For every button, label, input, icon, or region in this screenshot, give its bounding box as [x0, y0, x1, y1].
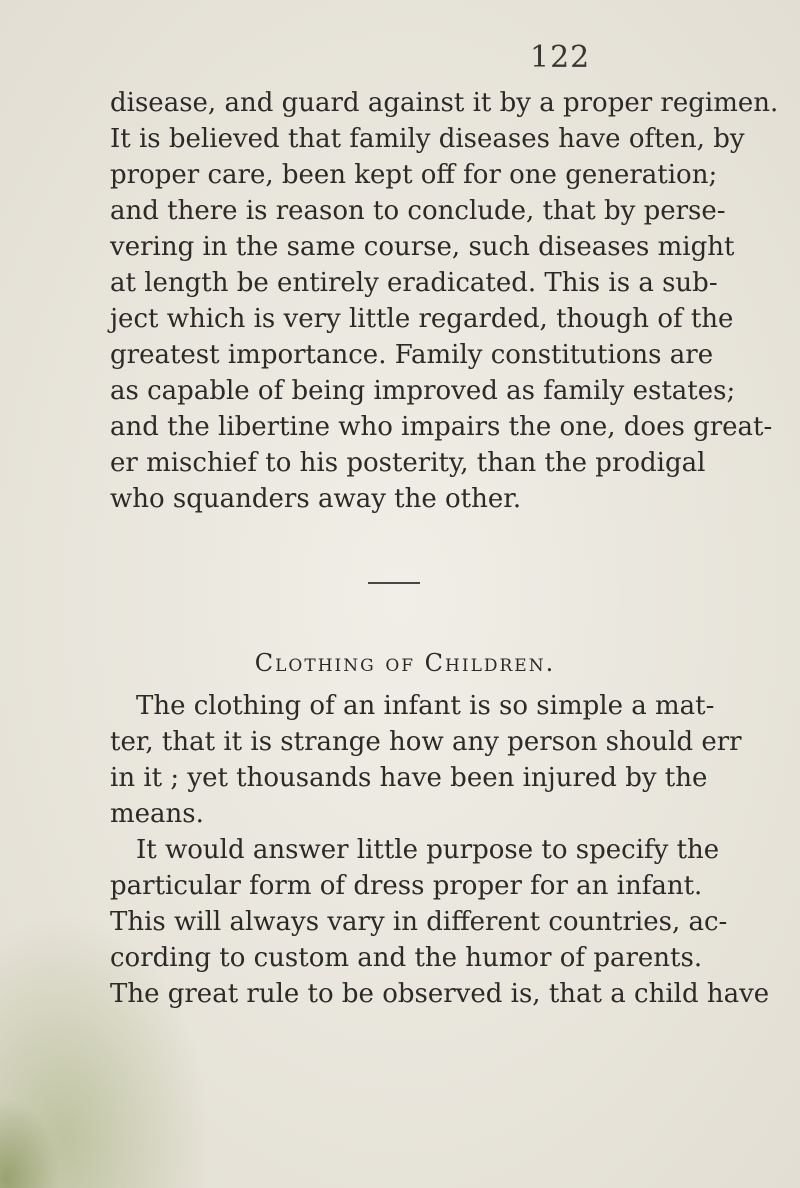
- text-line: cording to custom and the humor of parents.: [110, 943, 703, 973]
- section-heading: Clothing of Children.: [254, 649, 556, 677]
- text-line: disease, and guard against it by a proper regimen.: [110, 88, 779, 118]
- text-line: at length be entirely eradicated. This is a sub-: [110, 268, 718, 298]
- text-line: vering in the same course, such diseases might: [110, 232, 735, 262]
- text-line: This will always vary in different countries, ac-: [110, 907, 728, 937]
- text-line: ject which is very little regarded, though of the: [110, 304, 734, 334]
- text-line: in it ; yet thousands have been injured by the: [110, 763, 708, 793]
- text-line: and the libertine who impairs the one, does great-: [110, 412, 773, 442]
- text-line: who squanders away the other.: [110, 484, 522, 514]
- text-line: The clothing of an infant is so simple a mat-: [136, 691, 715, 721]
- section-divider: [368, 582, 420, 584]
- text-line: The great rule to be observed is, that a child have: [110, 979, 770, 1009]
- text-line: and there is reason to conclude, that by perse-: [110, 196, 726, 226]
- text-line: greatest importance. Family constitutions are: [110, 340, 714, 370]
- text-line: It would answer little purpose to specify the: [136, 835, 720, 865]
- page-number: 122: [530, 40, 591, 75]
- text-line: particular form of dress proper for an infant.: [110, 871, 703, 901]
- text-line: It is believed that family diseases have often, by: [110, 124, 745, 154]
- text-line: ter, that it is strange how any person should err: [110, 727, 742, 757]
- text-line: means.: [110, 799, 204, 829]
- text-line: proper care, been kept off for one generation;: [110, 160, 718, 190]
- text-line: er mischief to his posterity, than the prodigal: [110, 448, 706, 478]
- page-stain: [0, 1098, 60, 1188]
- text-line: as capable of being improved as family estates;: [110, 376, 736, 406]
